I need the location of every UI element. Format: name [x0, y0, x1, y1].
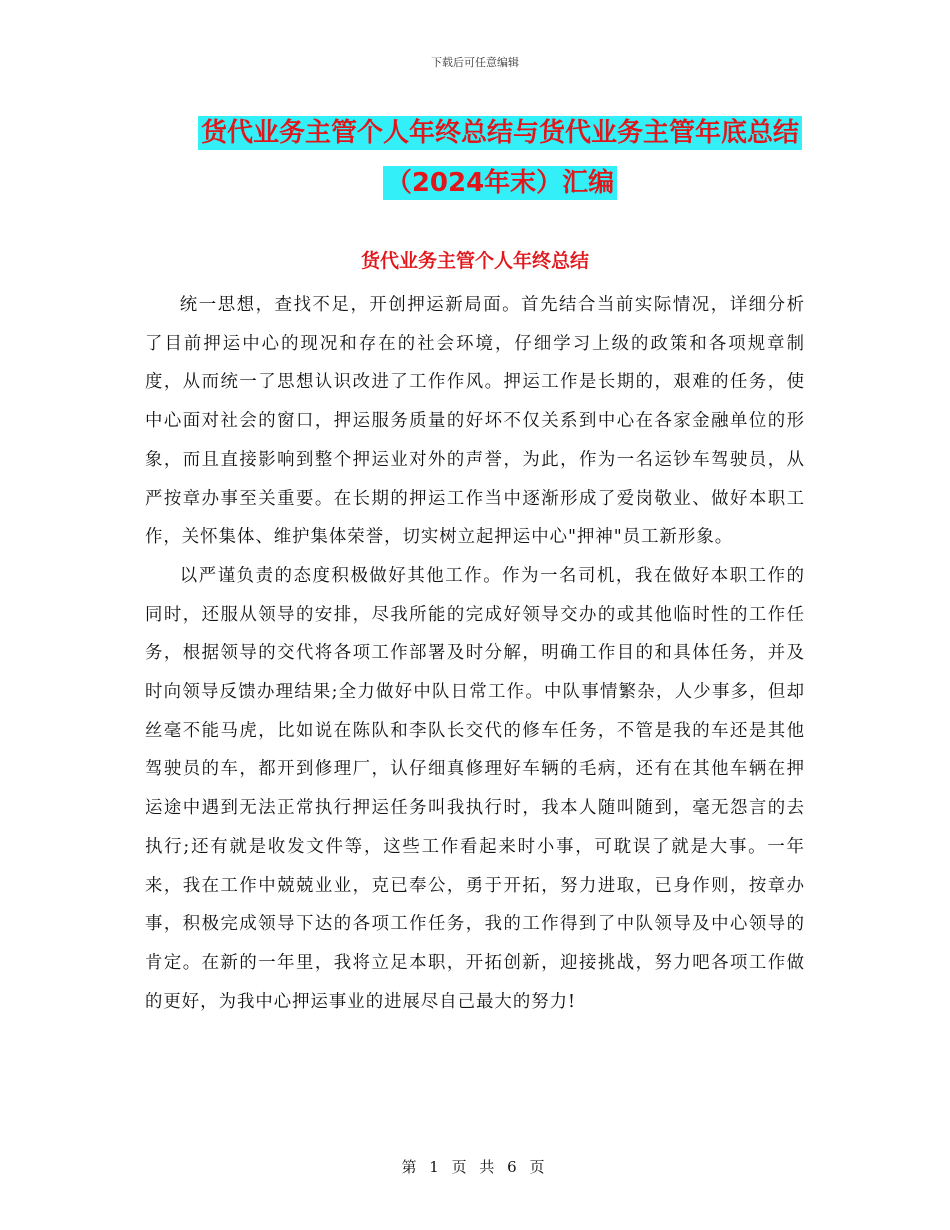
document-title — [140, 108, 860, 208]
title-line-2: （2024年末）汇编 — [383, 166, 617, 200]
page-footer: 第 1 页 共 6 页 — [401, 1158, 549, 1176]
paragraph: 统一思想，查找不足，开创押运新局面。首先结合当前实际情况，详细分析了目前押运中心的现况和存在的社会环境，仔细学习上级的政策和各项规章制度，从而统一了思想认识改进了工作作风。押运工作是长期的，艰难的任务，使中心面对社会的窗口，押运服务质量的好坏不仅关系到中心在各家金融单位的形象，而且直接影响到整个押运业对外的声誉，为此，作为一名运钞车驾驶员，从严按章办事至关重要。在长期的押运工作当中逐渐形成了爱岗敬业、做好本职工作，关怀集体、维护集体荣誉，切实树立起押运中心"押神"员工新形象。 — [145, 295, 805, 548]
section-title: 货代业务主管个人年终总结 — [360, 250, 589, 272]
paragraph: 以严谨负责的态度积极做好其他工作。作为一名司机，我在做好本职工作的同时，还服从领导的安排，尽我所能的完成好领导交办的或其他临时性的工作任务，根据领导的交代将各项工作部署及时分解，明确工作目的和具体任务，并及时向领导反馈办理结果;全力做好中队日常工作。中队事情繁杂，人少事多，但却丝毫不能马虎，比如说在陈队和李队长交代的修车任务，不管是我的车还是其他驾驶员的车，都开到修理厂，认仔细真修理好车辆的毛病，还有在其他车辆在押运途中遇到无法正常执行押运任务叫我执行时，我本人随叫随到，毫无怨言的去执行;还有就是收发文件等，这些工作看起来时小事，可耽误了就是大事。一年来，我在工作中兢兢业业，克已奉公，勇于开拓，努力进取，已身作则，按章办事，积极完成领导下达的各项工作任务，我的工作得到了中队领导及中心领导的肯定。在新的一年里，我将立足本职，开拓创新，迎接挑战，努力吧各项工作做的更好，为我中心押运事业的进展尽自己最大的努力! — [145, 565, 805, 1012]
page-header-note: 下载后可任意编辑 — [431, 56, 519, 69]
body-text — [145, 286, 805, 1021]
title-line-1: 货代业务主管个人年终总结与货代业务主管年底总结 — [198, 116, 802, 150]
